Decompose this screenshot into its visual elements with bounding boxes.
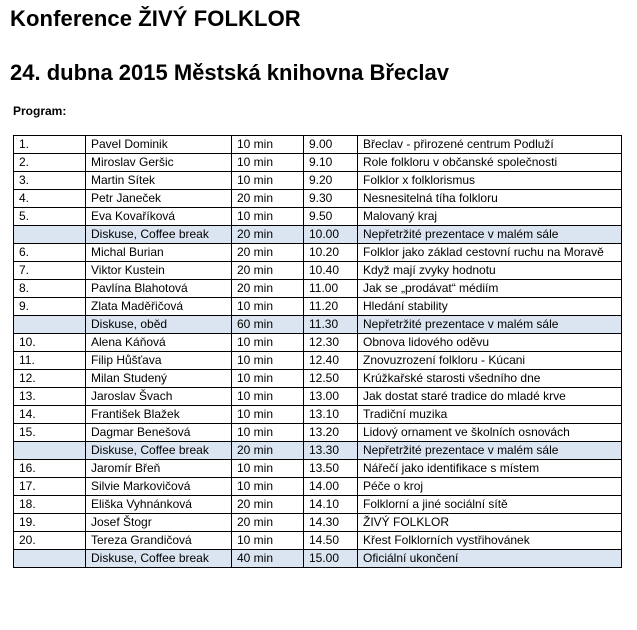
talk-topic: Lidový ornament ve školních osnovách: [358, 424, 622, 442]
table-row: [14, 460, 622, 478]
table-row: [14, 136, 622, 154]
duration: 10 min: [232, 388, 304, 406]
duration: 20 min: [232, 226, 304, 244]
table-row: [14, 154, 622, 172]
duration: 10 min: [232, 478, 304, 496]
table-row: [14, 262, 622, 280]
talk-topic: Znovuzrození folkloru - Kúcani: [358, 352, 622, 370]
table-row: [14, 514, 622, 532]
table-row: [14, 208, 622, 226]
speaker-name: Michal Burian: [86, 244, 232, 262]
speaker-name: Jaromír Břeň: [86, 460, 232, 478]
start-time: 9.50: [304, 208, 358, 226]
speaker-name: Diskuse, oběd: [86, 316, 232, 334]
speaker-name: Pavel Dominik: [86, 136, 232, 154]
start-time: 14.00: [304, 478, 358, 496]
row-number: 4.: [14, 190, 86, 208]
duration: 10 min: [232, 208, 304, 226]
start-time: 10.40: [304, 262, 358, 280]
talk-topic: Tradiční muzika: [358, 406, 622, 424]
table-row: [14, 280, 622, 298]
duration: 10 min: [232, 334, 304, 352]
start-time: 11.20: [304, 298, 358, 316]
duration: 60 min: [232, 316, 304, 334]
talk-topic: Jak se „prodávat“ médiím: [358, 280, 622, 298]
speaker-name: Zlata Maděřičová: [86, 298, 232, 316]
speaker-name: Viktor Kustein: [86, 262, 232, 280]
speaker-name: Diskuse, Coffee break: [86, 442, 232, 460]
start-time: 13.00: [304, 388, 358, 406]
break-row: [14, 316, 622, 334]
row-number: 5.: [14, 208, 86, 226]
start-time: 9.00: [304, 136, 358, 154]
table-row: [14, 406, 622, 424]
table-row: [14, 190, 622, 208]
speaker-name: Milan Studený: [86, 370, 232, 388]
table-row: [14, 532, 622, 550]
talk-topic: Nepřetržité prezentace v malém sále: [358, 316, 622, 334]
start-time: 12.40: [304, 352, 358, 370]
talk-topic: Krúžkařské starosti všedního dne: [358, 370, 622, 388]
row-number: 15.: [14, 424, 86, 442]
start-time: 10.20: [304, 244, 358, 262]
row-number: 11.: [14, 352, 86, 370]
section-heading: Program:: [13, 104, 67, 118]
speaker-name: Jaroslav Švach: [86, 388, 232, 406]
table-row: [14, 298, 622, 316]
start-time: 14.30: [304, 514, 358, 532]
talk-topic: Malovaný kraj: [358, 208, 622, 226]
row-number: 13.: [14, 388, 86, 406]
program-table-body: [14, 136, 622, 568]
row-number: 19.: [14, 514, 86, 532]
start-time: 13.50: [304, 460, 358, 478]
talk-topic: Péče o kroj: [358, 478, 622, 496]
start-time: 13.10: [304, 406, 358, 424]
talk-topic: Nářečí jako identifikace s místem: [358, 460, 622, 478]
row-number: 17.: [14, 478, 86, 496]
document-title: Konference ŽIVÝ FOLKLOR: [10, 6, 301, 31]
speaker-name: Diskuse, Coffee break: [86, 550, 232, 568]
start-time: 9.30: [304, 190, 358, 208]
duration: 10 min: [232, 424, 304, 442]
start-time: 15.00: [304, 550, 358, 568]
speaker-name: Silvie Markovičová: [86, 478, 232, 496]
duration: 10 min: [232, 298, 304, 316]
speaker-name: Alena Káňová: [86, 334, 232, 352]
row-number: [14, 316, 86, 334]
duration: 20 min: [232, 514, 304, 532]
table-row: [14, 424, 622, 442]
duration: 20 min: [232, 262, 304, 280]
table-row: [14, 388, 622, 406]
table-row: [14, 370, 622, 388]
duration: 20 min: [232, 496, 304, 514]
duration: 20 min: [232, 190, 304, 208]
speaker-name: Filip Hůšťava: [86, 352, 232, 370]
start-time: 14.10: [304, 496, 358, 514]
row-number: 9.: [14, 298, 86, 316]
start-time: 9.10: [304, 154, 358, 172]
table-row: [14, 244, 622, 262]
talk-topic: Nesnesitelná tíha folkloru: [358, 190, 622, 208]
speaker-name: Martin Sítek: [86, 172, 232, 190]
row-number: 8.: [14, 280, 86, 298]
talk-topic: Břeclav - přirozené centrum Podluží: [358, 136, 622, 154]
row-number: 18.: [14, 496, 86, 514]
row-number: 6.: [14, 244, 86, 262]
talk-topic: Jak dostat staré tradice do mladé krve: [358, 388, 622, 406]
start-time: 14.50: [304, 532, 358, 550]
start-time: 13.30: [304, 442, 358, 460]
table-row: [14, 172, 622, 190]
row-number: 16.: [14, 460, 86, 478]
duration: 40 min: [232, 550, 304, 568]
row-number: [14, 226, 86, 244]
duration: 10 min: [232, 136, 304, 154]
table-row: [14, 496, 622, 514]
duration: 10 min: [232, 370, 304, 388]
program-table: [13, 135, 622, 568]
duration: 10 min: [232, 352, 304, 370]
speaker-name: Diskuse, Coffee break: [86, 226, 232, 244]
duration: 10 min: [232, 532, 304, 550]
speaker-name: Eliška Vyhnánková: [86, 496, 232, 514]
talk-topic: Folklorní a jiné sociální sítě: [358, 496, 622, 514]
table-row: [14, 334, 622, 352]
row-number: [14, 550, 86, 568]
row-number: 3.: [14, 172, 86, 190]
duration: 10 min: [232, 406, 304, 424]
row-number: 20.: [14, 532, 86, 550]
duration: 20 min: [232, 442, 304, 460]
talk-topic: Když mají zvyky hodnotu: [358, 262, 622, 280]
row-number: 10.: [14, 334, 86, 352]
duration: 20 min: [232, 280, 304, 298]
talk-topic: Oficiální ukončení: [358, 550, 622, 568]
speaker-name: Tereza Grandičová: [86, 532, 232, 550]
start-time: 11.00: [304, 280, 358, 298]
row-number: 12.: [14, 370, 86, 388]
break-row: [14, 550, 622, 568]
table-row: [14, 352, 622, 370]
row-number: 7.: [14, 262, 86, 280]
talk-topic: ŽIVÝ FOLKLOR: [358, 514, 622, 532]
talk-topic: Hledání stability: [358, 298, 622, 316]
row-number: 1.: [14, 136, 86, 154]
table-row: [14, 478, 622, 496]
speaker-name: Josef Štogr: [86, 514, 232, 532]
talk-topic: Křest Folklorních vystřihovánek: [358, 532, 622, 550]
document-subtitle: 24. dubna 2015 Městská knihovna Břeclav: [10, 60, 449, 85]
duration: 10 min: [232, 172, 304, 190]
duration: 10 min: [232, 460, 304, 478]
start-time: 9.20: [304, 172, 358, 190]
speaker-name: Eva Kovaříková: [86, 208, 232, 226]
start-time: 11.30: [304, 316, 358, 334]
row-number: [14, 442, 86, 460]
speaker-name: Petr Janeček: [86, 190, 232, 208]
talk-topic: Nepřetržité prezentace v malém sále: [358, 226, 622, 244]
start-time: 13.20: [304, 424, 358, 442]
break-row: [14, 226, 622, 244]
talk-topic: Obnova lidového oděvu: [358, 334, 622, 352]
talk-topic: Role folkloru v občanské společnosti: [358, 154, 622, 172]
speaker-name: Pavlína Blahotová: [86, 280, 232, 298]
duration: 20 min: [232, 244, 304, 262]
speaker-name: Miroslav Geršic: [86, 154, 232, 172]
row-number: 14.: [14, 406, 86, 424]
row-number: 2.: [14, 154, 86, 172]
start-time: 12.50: [304, 370, 358, 388]
speaker-name: František Blažek: [86, 406, 232, 424]
talk-topic: Folklor x folklorismus: [358, 172, 622, 190]
talk-topic: Nepřetržité prezentace v malém sále: [358, 442, 622, 460]
speaker-name: Dagmar Benešová: [86, 424, 232, 442]
talk-topic: Folklor jako základ cestovní ruchu na Moravě: [358, 244, 622, 262]
break-row: [14, 442, 622, 460]
start-time: 10.00: [304, 226, 358, 244]
start-time: 12.30: [304, 334, 358, 352]
duration: 10 min: [232, 154, 304, 172]
